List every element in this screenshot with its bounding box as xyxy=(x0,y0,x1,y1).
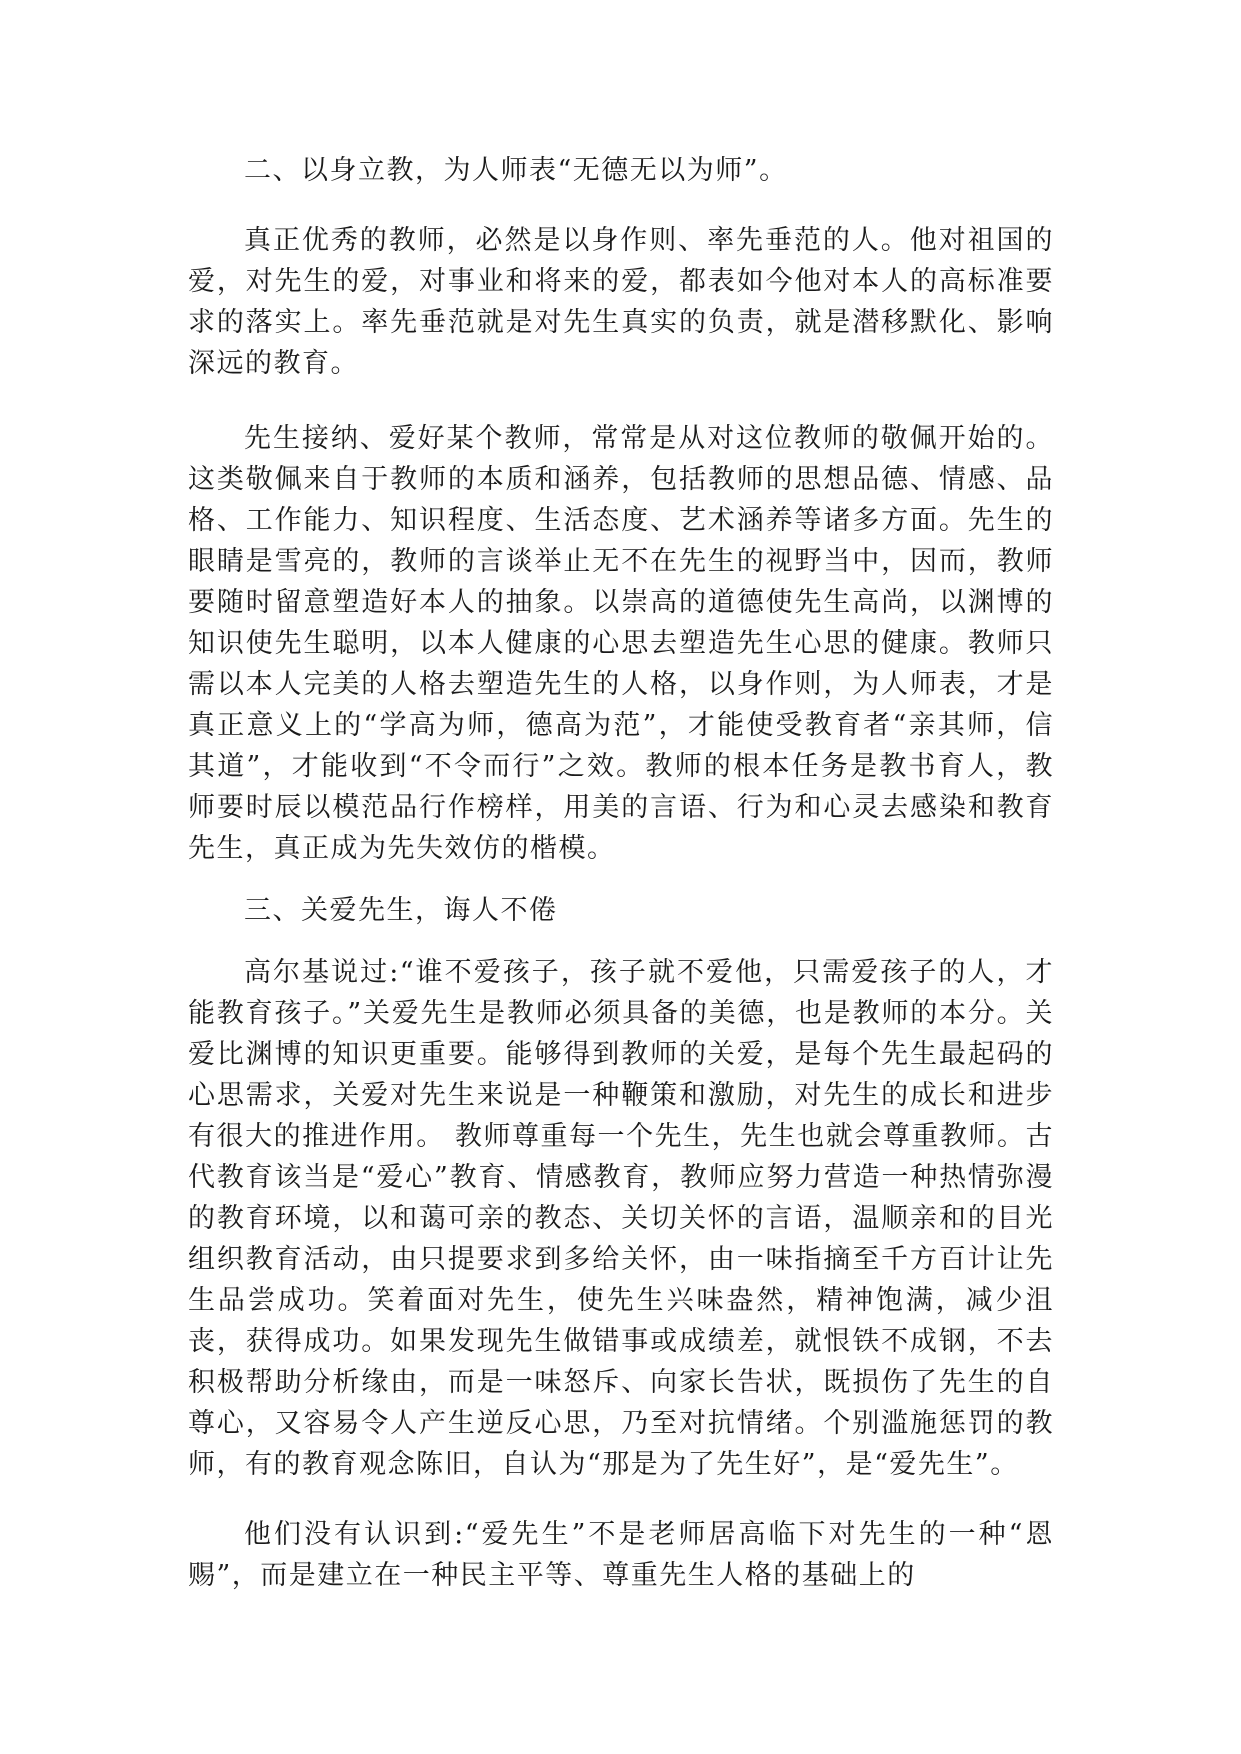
section-heading-3: 三、关爱先生，诲人不倦 xyxy=(244,895,558,926)
document-page xyxy=(188,150,1054,1596)
paragraph-not-aware: 他们没有认识到:“爱先生”不是老师居高临下对先生的一种“恩赐”，而是建立在一种民主平等、尊重先生人格的基础上的 xyxy=(188,1519,1054,1591)
paragraph-role-model: 真正优秀的教师，必然是以身作则、率先垂范的人。他对祖国的爱，对先生的爱，对事业和将来的爱，都表如今他对本人的高标准要求的落实上。率先垂范就是对先生真实的负责，就是潜移默化、影响深远的教育。 xyxy=(188,225,1054,379)
paragraph-teacher-admiration: 先生接纳、爱好某个教师，常常是从对这位教师的敬佩开始的。这类敬佩来自于教师的本质和涵养，包括教师的思想品德、情感、品格、工作能力、知识程度、生活态度、艺术涵养等诸多方面。先生的眼睛是雪亮的，教师的言谈举止无不在先生的视野当中，因而，教师要随时留意塑造好本人的抽象。以崇高的道德使先生高尚，以渊博的知识使先生聪明，以本人健康的心思去塑造先生心思的健康。教师只需以本人完美的人格去塑造先生的人格，以身作则，为人师表，才是真正意义上的“学高为师，德高为范”，才能使受教育者“亲其师，信其道”，才能收到“不令而行”之效。教师的根本任务是教书育人，教师要时辰以模范品行作榜样，用美的言语、行为和心灵去感染和教育先生，真正成为先失效仿的楷模。 xyxy=(188,423,1054,864)
section-heading-2: 二、以身立教，为人师表“无德无以为师”。 xyxy=(244,155,788,186)
paragraph-care-for-students: 高尔基说过:“谁不爱孩子，孩子就不爱他，只需爱孩子的人，才能教育孩子。”关爱先生是教师必须具备的美德，也是教师的本分。关爱比渊博的知识更重要。能够得到教师的关爱，是每个先生最起码的心思需求，关爱对先生来说是一种鞭策和激励，对先生的成长和进步有很大的推进作用。 教师尊重每一个先生，先生也就会尊重教师。古代教育该当是“爱心”教育、情感教育，教师应努力营造一种热情弥漫的教育环境，以和蔼可亲的教态、关切关怀的言语，温顺亲和的目光组织教育活动，由只提要求到多给关怀，由一味指摘至千方百计让先生品尝成功。笑着面对先生，使先生兴味盎然，精神饱满，减少沮丧，获得成功。如果发现先生做错事或成绩差，就恨铁不成钢，不去积极帮助分析缘由，而是一味怒斥、向家长告状，既损伤了先生的自尊心，又容易令人产生逆反心思，乃至对抗情绪。个别滥施惩罚的教师，有的教育观念陈旧，自认为“那是为了先生好”，是“爱先生”。 xyxy=(188,957,1054,1480)
